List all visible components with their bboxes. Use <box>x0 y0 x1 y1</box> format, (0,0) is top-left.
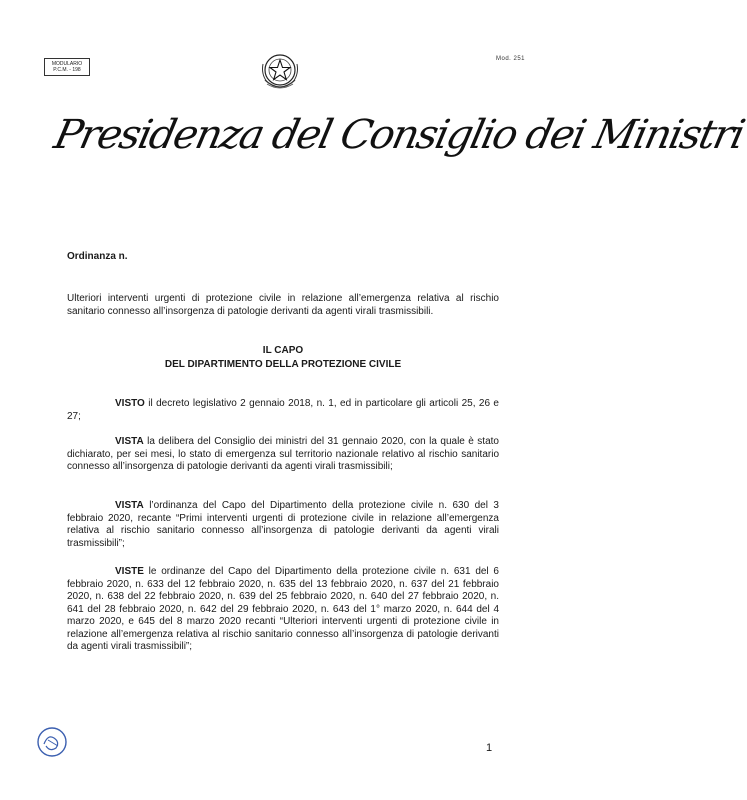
republic-emblem-icon <box>259 50 301 94</box>
paragraph-viste-ordinanze-lead: VISTE <box>115 566 144 577</box>
paragraph-vista-ordinanza <box>67 500 499 550</box>
paragraph-vista-delibera-lead: VISTA <box>115 436 144 447</box>
ordinance-title: Ordinanza n. <box>67 251 128 262</box>
paragraph-vista-delibera <box>67 436 499 474</box>
stamp-line-1: MODULARIO <box>51 61 83 67</box>
paragraph-visto-lead: VISTO <box>115 398 145 409</box>
subject-paragraph: Ulteriori interventi urgenti di protezione civile in relazione all’emergenza relativa al rischio sanitario connesso all’insorgenza di patologie derivanti da agenti virali trasmissibili. <box>67 293 499 317</box>
paragraph-vista-ordinanza-text: l’ordinanza del Capo del Dipartimento della protezione civile n. 630 del 3 febbraio 2020, recante “Primi interventi urgenti di protezione civile in relazione all’emergenza relativa al rischio sanitario connesso all’insorgenza di patologie derivanti da agenti virali trasmissibili”; <box>67 500 499 549</box>
heading-dipartimento: DEL DIPARTIMENTO DELLA PROTEZIONE CIVILE <box>164 359 402 370</box>
paragraph-visto-text: il decreto legislativo 2 gennaio 2018, n. 1, ed in particolare gli articoli 25, 26 e 27; <box>67 398 499 422</box>
heading-il-capo: IL CAPO <box>262 345 304 356</box>
stamp-line-2: P.C.M. - 198 <box>53 67 81 73</box>
paragraph-viste-ordinanze-text: le ordinanze del Capo del Dipartimento della protezione civile n. 631 del 6 febbraio 2020, n. 633 del 12 febbraio 2020, n. 635 del 13 febbraio 2020, n. 637 del 21 febbraio 2020, n. 638 del 22 febbraio 2020, n. 639 del 25 febbraio 2020, n. 640 del 27 febbraio 2020, n. 641 del 28 febbraio 2020, n. 642 del 29 febbraio 2020, n. 643 del 1° marzo 2020, n. 644 del 4 marzo 2020, e 645 del 8 marzo 2020 recanti “Ulteriori interventi urgenti di protezione civile in relazione all’emergenza relativa al rischio sanitario connesso all’insorgenza di patologie derivanti da agenti virali trasmissibili”; <box>67 566 499 652</box>
letterhead: Presidenza del Consiglio dei Ministri <box>50 112 747 158</box>
paragraph-viste-ordinanze <box>67 566 499 654</box>
paragraph-visto <box>67 398 499 423</box>
page-number: 1 <box>486 742 493 754</box>
paragraph-vista-ordinanza-lead: VISTA <box>115 500 144 511</box>
modulario-stamp <box>44 58 90 76</box>
ink-seal-icon <box>36 726 68 758</box>
model-code: Mod. 251 <box>496 56 526 62</box>
paragraph-vista-delibera-text: la delibera del Consiglio dei ministri del 31 gennaio 2020, con la quale è stato dichiarato, per sei mesi, lo stato di emergenza sul territorio nazionale relativo al rischio sanitario connesso all’insorgenza di patologie derivanti da agenti virali trasmissibili; <box>67 436 499 472</box>
